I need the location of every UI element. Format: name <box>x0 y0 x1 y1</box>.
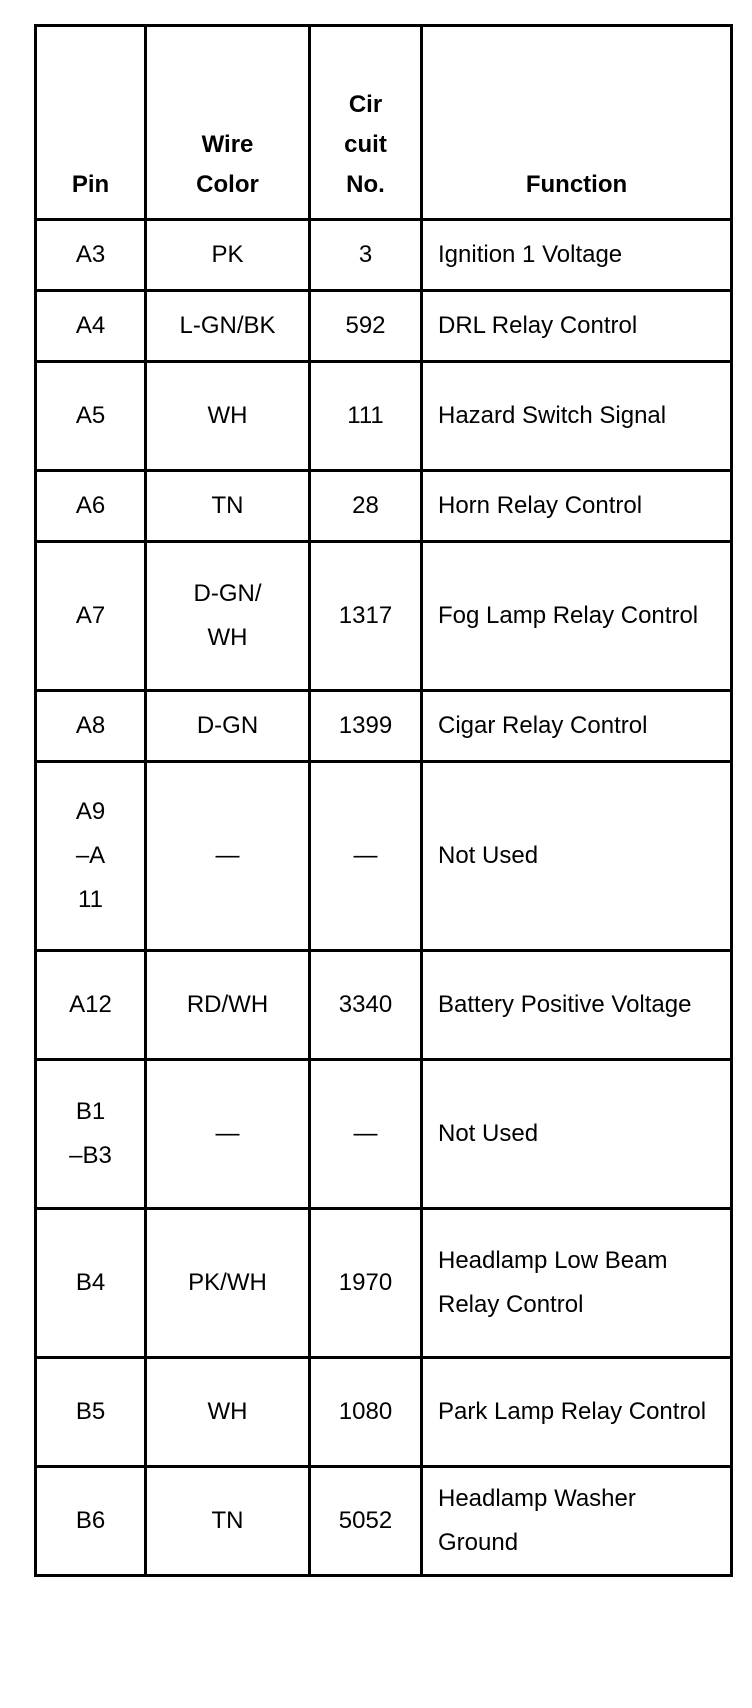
header-wire-color: Wire Color <box>146 26 310 220</box>
pin-cell: A9 –A 11 <box>36 762 146 951</box>
wire-color-cell: PK/WH <box>146 1209 310 1358</box>
circuit-cell: — <box>310 762 422 951</box>
table-row <box>36 1358 732 1467</box>
wire-color-cell: WH <box>146 1358 310 1467</box>
function-cell: Not Used <box>422 1060 732 1209</box>
table-row <box>36 951 732 1060</box>
table-row <box>36 762 732 951</box>
circuit-cell: 5052 <box>310 1467 422 1576</box>
header-function: Function <box>422 26 732 220</box>
header-circuit-no: Cir cuit No. <box>310 26 422 220</box>
table-row <box>36 291 732 362</box>
wire-color-cell: L-GN/BK <box>146 291 310 362</box>
table-row <box>36 220 732 291</box>
circuit-cell: 1080 <box>310 1358 422 1467</box>
circuit-cell: 111 <box>310 362 422 471</box>
table-row <box>36 1060 732 1209</box>
wire-color-cell: WH <box>146 362 310 471</box>
pin-cell: A4 <box>36 291 146 362</box>
pin-cell: B4 <box>36 1209 146 1358</box>
circuit-cell: 592 <box>310 291 422 362</box>
circuit-cell: — <box>310 1060 422 1209</box>
table-header-row <box>36 26 732 220</box>
table-row <box>36 1467 732 1576</box>
function-cell: Cigar Relay Control <box>422 691 732 762</box>
function-cell: Hazard Switch Signal <box>422 362 732 471</box>
circuit-cell: 1399 <box>310 691 422 762</box>
function-cell: Headlamp Low Beam Relay Control <box>422 1209 732 1358</box>
function-cell: Headlamp Washer Ground <box>422 1467 732 1576</box>
table-row <box>36 542 732 691</box>
circuit-cell: 1970 <box>310 1209 422 1358</box>
pin-cell: A5 <box>36 362 146 471</box>
circuit-cell: 28 <box>310 471 422 542</box>
wire-color-cell: D-GN/ WH <box>146 542 310 691</box>
function-cell: Horn Relay Control <box>422 471 732 542</box>
circuit-cell: 3340 <box>310 951 422 1060</box>
wire-color-cell: D-GN <box>146 691 310 762</box>
circuit-cell: 1317 <box>310 542 422 691</box>
wire-color-cell: TN <box>146 1467 310 1576</box>
wire-color-cell: PK <box>146 220 310 291</box>
header-pin: Pin <box>36 26 146 220</box>
circuit-cell: 3 <box>310 220 422 291</box>
wire-color-cell: RD/WH <box>146 951 310 1060</box>
pin-cell: A8 <box>36 691 146 762</box>
table-row <box>36 471 732 542</box>
function-cell: Battery Positive Voltage <box>422 951 732 1060</box>
pin-cell: B6 <box>36 1467 146 1576</box>
function-cell: Ignition 1 Voltage <box>422 220 732 291</box>
pin-cell: B5 <box>36 1358 146 1467</box>
table-row <box>36 1209 732 1358</box>
table-row <box>36 691 732 762</box>
pin-cell: A12 <box>36 951 146 1060</box>
function-cell: Not Used <box>422 762 732 951</box>
function-cell: Park Lamp Relay Control <box>422 1358 732 1467</box>
wire-color-cell: — <box>146 762 310 951</box>
table-row <box>36 362 732 471</box>
function-cell: Fog Lamp Relay Control <box>422 542 732 691</box>
wire-color-cell: TN <box>146 471 310 542</box>
pin-cell: A3 <box>36 220 146 291</box>
pin-cell: B1 –B3 <box>36 1060 146 1209</box>
pin-cell: A7 <box>36 542 146 691</box>
function-cell: DRL Relay Control <box>422 291 732 362</box>
wire-color-cell: — <box>146 1060 310 1209</box>
pin-cell: A6 <box>36 471 146 542</box>
connector-pinout-table <box>34 24 733 1577</box>
